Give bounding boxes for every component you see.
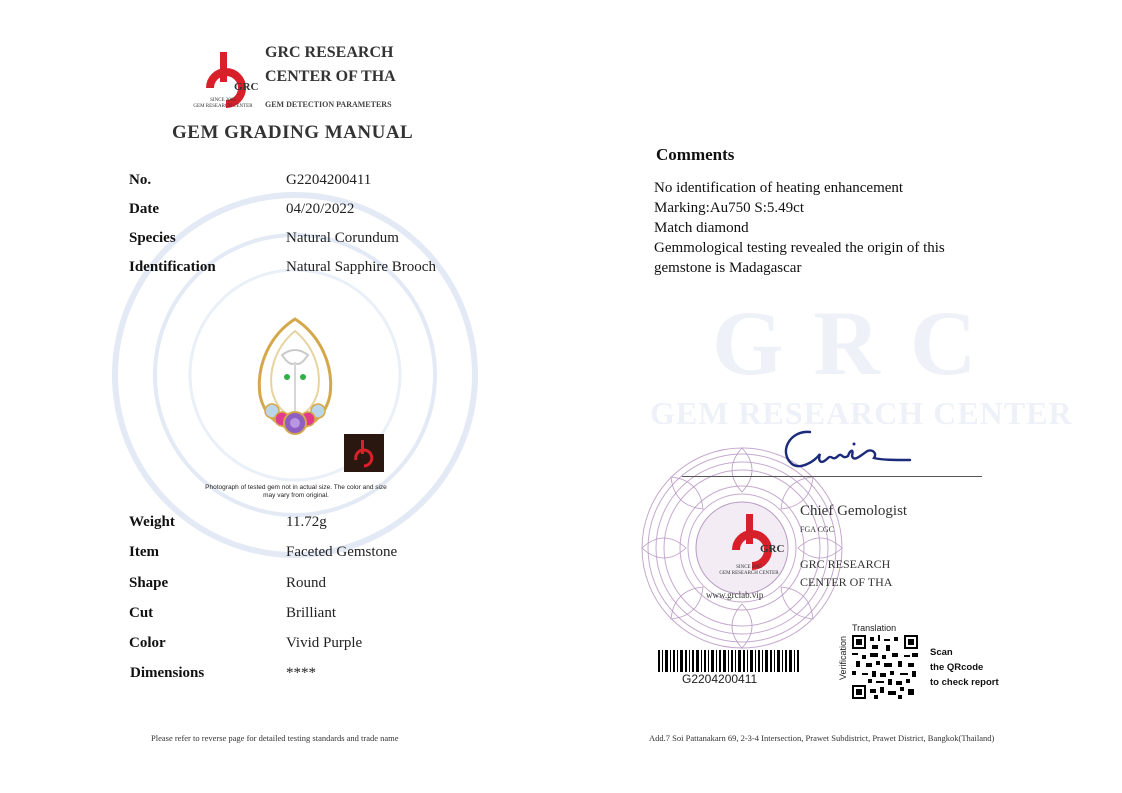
label-shape: Shape	[129, 575, 169, 591]
signature	[770, 422, 920, 477]
value-color: Vivid Purple	[286, 635, 363, 651]
qr-code[interactable]	[852, 635, 918, 699]
label-weight: Weight	[129, 514, 175, 530]
comment-line: No identification of heating enhancement	[654, 180, 904, 196]
label-identification: Identification	[129, 259, 216, 275]
qr-verification-label: Verification	[838, 635, 848, 680]
footer-left: Please refer to reverse page for detailed testing standards and trade name	[151, 733, 399, 743]
org-line-2: CENTER OF THA	[800, 575, 893, 589]
value-item: Faceted Gemstone	[286, 544, 398, 560]
seal-since: SINCE 2005 GEM RESEARCH CENTER	[719, 565, 779, 576]
brand-line-3: GEM DETECTION PARAMETERS	[265, 100, 392, 109]
label-no: No.	[129, 172, 152, 188]
chief-gemologist: Chief Gemologist	[800, 503, 908, 519]
qr-scan-line-2: the QRcode	[930, 662, 984, 673]
manual-title: GEM GRADING MANUAL	[172, 122, 414, 143]
comments-title: Comments	[656, 145, 735, 164]
watermark-gem-research-center: GEM RESEARCH CENTER	[650, 395, 1073, 431]
value-dimensions: ****	[286, 665, 316, 681]
logo-text: GRC	[234, 81, 259, 93]
qr-scan-line-3: to check report	[930, 677, 999, 688]
org-line-1: GRC RESEARCH	[800, 557, 891, 571]
label-date: Date	[129, 201, 159, 217]
value-shape: Round	[286, 575, 327, 591]
comment-line: Marking:Au750 S:5.49ct	[654, 200, 804, 216]
website: www.grclab.vip	[706, 590, 764, 600]
logo-since: SINCE 2005 GEM RESEARCH CENTER	[193, 98, 253, 109]
label-species: Species	[129, 230, 176, 246]
qr-scan-line-1: Scan	[930, 647, 953, 658]
value-species: Natural Corundum	[286, 230, 399, 246]
credentials: FGA CGC	[800, 525, 835, 534]
brand-line-1: GRC RESEARCH	[265, 44, 394, 61]
value-cut: Brilliant	[286, 605, 336, 621]
label-dimensions: Dimensions	[130, 665, 205, 681]
barcode-number: G2204200411	[682, 672, 758, 686]
label-item: Item	[129, 544, 159, 560]
watermark-grc: GRC	[712, 292, 1007, 394]
card-thumbnail	[344, 434, 384, 472]
value-weight: 11.72g	[286, 514, 327, 530]
brand-line-2: CENTER OF THA	[265, 68, 396, 85]
signature-line	[682, 476, 982, 477]
barcode	[658, 650, 800, 672]
label-cut: Cut	[129, 605, 154, 621]
brooch-photo	[250, 315, 340, 460]
comment-line: gemstone is Madagascar	[654, 260, 802, 276]
value-no: G2204200411	[286, 172, 372, 188]
footer-right: Add.7 Soi Pattanakarn 69, 2-3-4 Intersection, Prawet Subdistrict, Prawet District, Bangkok(Thailand)	[649, 733, 995, 743]
label-color: Color	[129, 635, 166, 651]
photo-caption: Photograph of tested gem not in actual size. The color and size may vary from original.	[205, 484, 387, 499]
value-date: 04/20/2022	[286, 201, 355, 217]
value-identification: Natural Sapphire Brooch	[286, 259, 436, 275]
comment-line: Gemmological testing revealed the origin of this	[654, 240, 945, 256]
seal-logo-text: GRC	[760, 543, 785, 555]
comment-line: Match diamond	[654, 220, 749, 236]
qr-translation-label: Translation	[852, 623, 897, 633]
